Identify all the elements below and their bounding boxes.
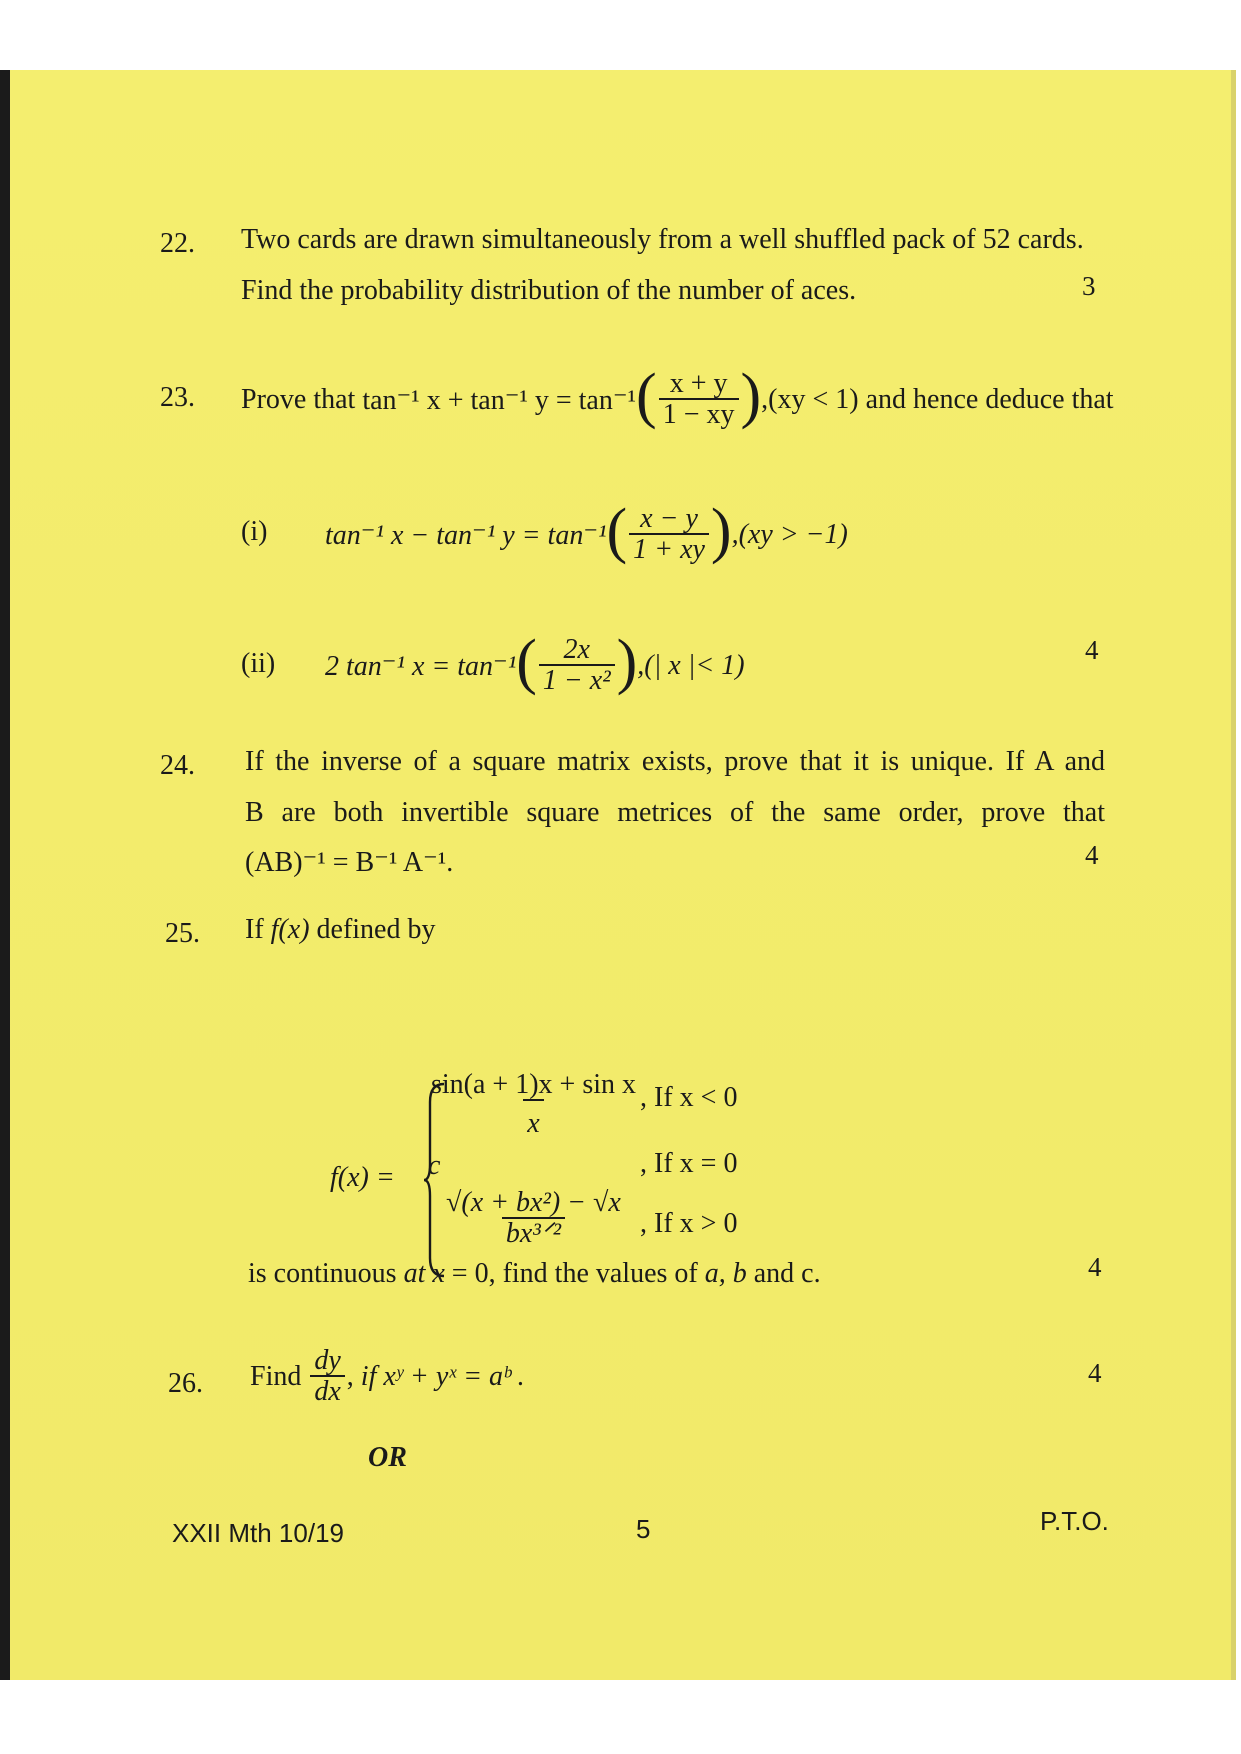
q23-denominator: 1 − xy: [659, 398, 739, 431]
q26-find: Find: [250, 1361, 302, 1392]
or-label: OR: [368, 1442, 407, 1473]
q25-conclusion-b: = 0, find the values of: [444, 1258, 705, 1289]
q24-line-2: B are both invertible square metrices of the same order, prove that: [245, 797, 1105, 828]
q26-equation: xʸ + yˣ = aᵇ .: [383, 1361, 525, 1392]
exam-page: [0, 70, 1236, 1680]
question-number-25: 25.: [165, 918, 200, 949]
right-paren-icon: ): [616, 628, 638, 696]
q23-marks: 4: [1085, 635, 1099, 665]
q23-part-i-fraction: [629, 504, 709, 566]
q23-numerator: x + y: [669, 367, 728, 399]
left-paren-icon: (: [606, 497, 628, 565]
left-paren-icon: (: [516, 628, 537, 696]
q23-part-ii-lhs: 2 tan⁻¹ x = tan⁻¹: [325, 651, 517, 682]
q25-marks: 4: [1088, 1252, 1102, 1282]
q25-intro-rest: defined by: [316, 914, 436, 945]
q25-intro-if: If: [245, 914, 264, 945]
q25-intro: [245, 914, 435, 946]
q25-case-3-denominator: bx³ᐟ²: [502, 1217, 565, 1250]
q25-case-3-fraction: [442, 1188, 625, 1250]
q22-line-2: Find the probability distribution of the number of aces.: [241, 275, 857, 306]
question-number-22: 22.: [160, 228, 195, 259]
q23-part-ii-denominator: 1 − x²: [539, 664, 615, 697]
q26-statement: [250, 1332, 525, 1422]
q23-part-i-label: (i): [241, 516, 268, 547]
footer-pto: P.T.O.: [1040, 1506, 1109, 1536]
q23-prefix: Prove that: [241, 384, 356, 415]
q25-case-2-value: c: [428, 1150, 441, 1181]
q22-line-1: Two cards are drawn simultaneously from a well shuffled pack of 52 cards.: [241, 224, 1084, 255]
q23-part-i: [325, 485, 848, 585]
q26-comma: ,: [346, 1361, 354, 1392]
q23-part-ii: [325, 616, 745, 716]
q25-case-1-fraction: [427, 1070, 640, 1140]
right-paren-icon: ): [710, 497, 732, 565]
q26-derivative-denominator: dx: [310, 1375, 344, 1408]
question-number-26: 26.: [168, 1368, 203, 1399]
q23-part-ii-numerator: 2x: [563, 633, 590, 665]
q25-case-1-numerator: sin(a + 1)x + sin x: [431, 1069, 637, 1100]
q23-part-i-denominator: 1 + xy: [629, 533, 709, 566]
q25-conclusion-vars: a, b: [704, 1258, 747, 1289]
q25-conclusion: [248, 1258, 821, 1290]
q22-marks: 3: [1082, 271, 1096, 301]
question-number-23: 23.: [160, 382, 195, 413]
q25-conclusion-x: x: [432, 1258, 445, 1289]
footer-page-number: 5: [636, 1514, 651, 1544]
right-paren-icon: ): [740, 362, 762, 430]
footer-paper-code: XXII Mth 10/19: [172, 1518, 344, 1548]
q25-conclusion-a: is continuous: [248, 1258, 397, 1289]
q25-intro-fx: f(x): [270, 914, 310, 945]
q23-condition: ,(xy < 1): [761, 384, 859, 415]
left-paren-icon: (: [636, 362, 657, 430]
question-number-24: 24.: [160, 750, 195, 781]
q25-case-1-condition: , If x < 0: [640, 1082, 738, 1113]
q25-case-1: [425, 1070, 642, 1140]
q23-part-ii-condition: ,(| x |< 1): [637, 650, 745, 681]
q25-case-1-denominator: x: [523, 1099, 543, 1140]
q25-case-3-condition: , If x > 0: [640, 1208, 738, 1239]
q24-marks: 4: [1085, 840, 1099, 870]
q23-fraction: [659, 369, 739, 431]
q23-lhs: tan⁻¹ x + tan⁻¹ y = tan⁻¹: [362, 385, 637, 416]
q25-case-3: [440, 1188, 627, 1250]
q26-marks: 4: [1088, 1358, 1102, 1388]
q25-case-2-condition: , If x = 0: [640, 1148, 738, 1179]
q26-derivative: [310, 1346, 344, 1408]
q23-part-ii-fraction: [539, 635, 615, 697]
q23-suffix: and hence deduce that: [865, 384, 1114, 415]
q23-part-i-numerator: x − y: [640, 502, 698, 534]
q25-case-3-numerator: √(x + bx²) − √x: [446, 1187, 621, 1218]
q24-line-1: If the inverse of a square matrix exists, prove that it is unique. If A and: [245, 746, 1105, 777]
q25-function-name: f(x) =: [330, 1162, 395, 1193]
q25-conclusion-c: and c.: [746, 1258, 821, 1289]
q23-part-i-condition: ,(xy > −1): [731, 519, 848, 550]
q24-line-3: (AB)⁻¹ = B⁻¹ A⁻¹.: [245, 847, 454, 878]
q26-if: if: [360, 1361, 377, 1392]
q25-conclusion-at: at: [403, 1258, 433, 1289]
q23-statement: [241, 350, 1114, 450]
q26-derivative-numerator: dy: [314, 1344, 341, 1376]
q23-part-i-lhs: tan⁻¹ x − tan⁻¹ y = tan⁻¹: [325, 520, 607, 551]
q23-part-ii-label: (ii): [241, 648, 276, 679]
